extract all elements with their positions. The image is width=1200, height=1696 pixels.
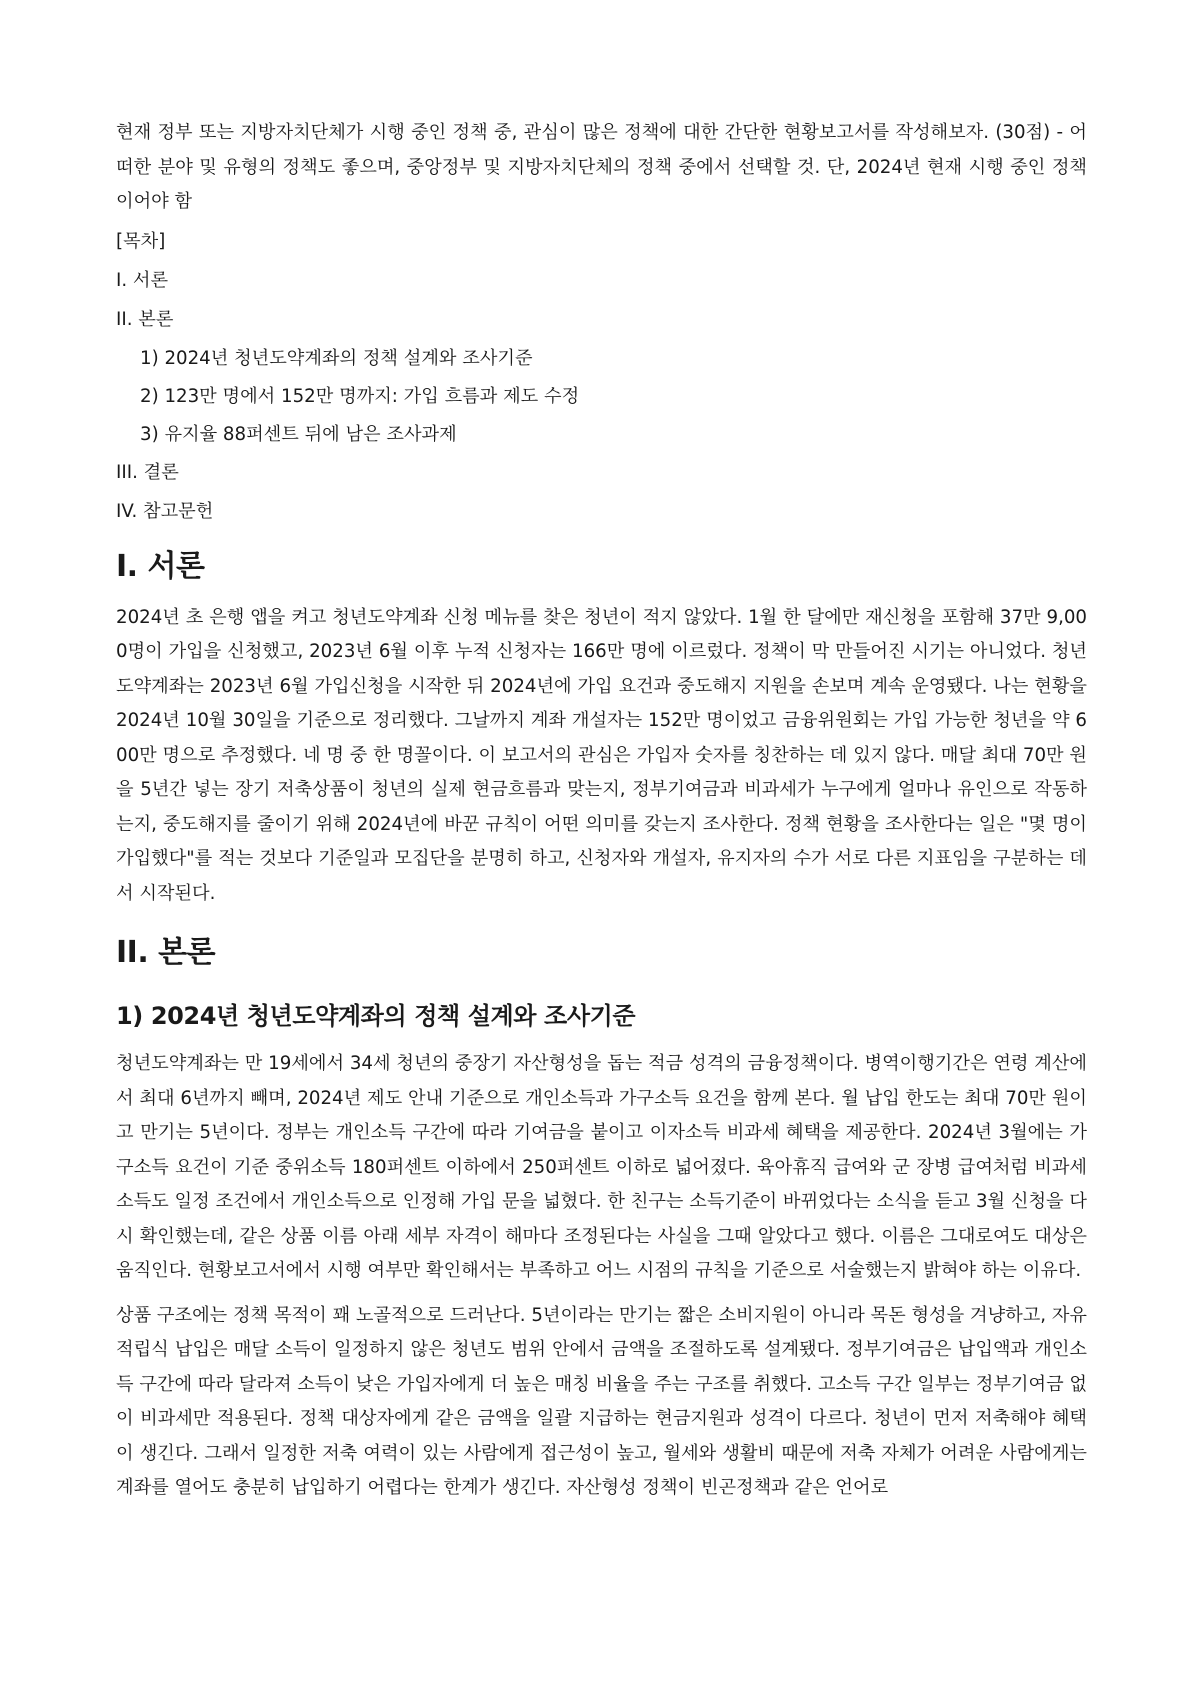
section-heading-introduction: I. 서론: [116, 548, 205, 584]
toc-subitem: 2) 123만 명에서 152만 명까지: 가입 흐름과 제도 수정: [140, 385, 580, 407]
introduction-paragraph: 2024년 초 은행 앱을 켜고 청년도약계좌 신청 메뉴를 찾은 청년이 적지 않았다. 1월 한 달에만 재신청을 포함해 37만 9,000명이 가입을 신청했고, 2023년 6월 이후 누적 신청자는 166만 명에 이르렀다. 정책이 막 만들어진 시기는 아니었다. 청년도약계좌는 2023년 6월 가입신청을 시작한 뒤 2024년에 가입 요건과 중도해지 지원을 손보며 계속 운영됐다. 나는 현황을 2024년 10월 30일을 기준으로 정리했다. 그날까지 계좌 개설자는 152만 명이었고 금융위원회는 가입 가능한 청년을 약 600만 명으로 추정했다. 네 명 중 한 명꼴이다. 이 보고서의 관심은 가입자 숫자를 칭찬하는 데 있지 않다. 매달 최대 70만 원을 5년간 넣는 장기 저축상품이 청년의 실제 현금흐름과 맞는지, 정부기여금과 비과세가 누구에게 얼마나 유인으로 작동하는지, 중도해지를 줄이기 위해 2024년에 바꾼 규칙이 어떤 의미를 갖는지 조사한다. 정책 현황을 조사한다는 일은 "몇 명이 가입했다"를 적는 것보다 기준일과 모집단을 분명히 하고, 신청자와 개설자, 유지자의 수가 서로 다른 지표임을 구분하는 데서 시작된다.: [116, 606, 1087, 904]
assignment-prompt: 현재 정부 또는 지방자치단체가 시행 중인 정책 중, 관심이 많은 정책에 대한 간단한 현황보고서를 작성해보자. (30점) - 어떠한 분야 및 유형의 정책도 좋으며, 중앙정부 및 지방자치단체의 정책 중에서 선택할 것. 단, 2024년 현재 시행 중인 정책이어야 함: [116, 122, 1087, 212]
body-paragraph: 청년도약계좌는 만 19세에서 34세 청년의 중장기 자산형성을 돕는 적금 성격의 금융정책이다. 병역이행기간은 연령 계산에서 최대 6년까지 빼며, 2024년 제도 안내 기준으로 개인소득과 가구소득 요건을 함께 본다. 월 납입 한도는 최대 70만 원이고 만기는 5년이다. 정부는 개인소득 구간에 따라 기여금을 붙이고 이자소득 비과세 혜택을 제공한다. 2024년 3월에는 가구소득 요건이 기준 중위소득 180퍼센트 이하에서 250퍼센트 이하로 넓어졌다. 육아휴직 급여와 군 장병 급여처럼 비과세 소득도 일정 조건에서 개인소득으로 인정해 가입 문을 넓혔다. 한 친구는 소득기준이 바뀌었다는 소식을 듣고 3월 신청을 다시 확인했는데, 같은 상품 이름 아래 세부 자격이 해마다 조정된다는 사실을 그때 알았다고 했다. 이름은 그대로여도 대상은 움직인다. 현황보고서에서 시행 여부만 확인해서는 부족하고 어느 시점의 규칙을 기준으로 서술했는지 밝혀야 하는 이유다.: [116, 1053, 1087, 1281]
table-of-contents: [116, 228, 1087, 525]
toc-item: IV. 참고문헌: [116, 500, 214, 522]
body-paragraph: 상품 구조에는 정책 목적이 꽤 노골적으로 드러난다. 5년이라는 만기는 짧은 소비지원이 아니라 목돈 형성을 겨냥하고, 자유적립식 납입은 매달 소득이 일정하지 않은 청년도 범위 안에서 금액을 조절하도록 설계됐다. 정부기여금은 납입액과 개인소득 구간에 따라 달라져 소득이 낮은 가입자에게 더 높은 매칭 비율을 주는 구조를 취했다. 고소득 구간 일부는 정부기여금 없이 비과세만 적용된다. 정책 대상자에게 같은 금액을 일괄 지급하는 현금지원과 성격이 다르다. 청년이 먼저 저축해야 혜택이 생긴다. 그래서 일정한 저축 여력이 있는 사람에게 접근성이 높고, 월세와 생활비 때문에 저축 자체가 어려운 사람에게는 계좌를 열어도 충분히 납입하기 어렵다는 한계가 생긴다. 자산형성 정책이 빈곤정책과 같은 언어로: [116, 1304, 1087, 1498]
toc-item: II. 본론: [116, 308, 174, 330]
toc-subitem: 3) 유지율 88퍼센트 뒤에 남은 조사과제: [140, 423, 457, 445]
subsection-heading: 1) 2024년 청년도약계좌의 정책 설계와 조사기준: [116, 1002, 636, 1030]
toc-item: III. 결론: [116, 461, 179, 483]
toc-heading: [목차]: [116, 230, 166, 252]
toc-subitem: 1) 2024년 청년도약계좌의 정책 설계와 조사기준: [140, 347, 533, 369]
section-heading-body: II. 본론: [116, 935, 216, 970]
toc-item: I. 서론: [116, 269, 169, 291]
